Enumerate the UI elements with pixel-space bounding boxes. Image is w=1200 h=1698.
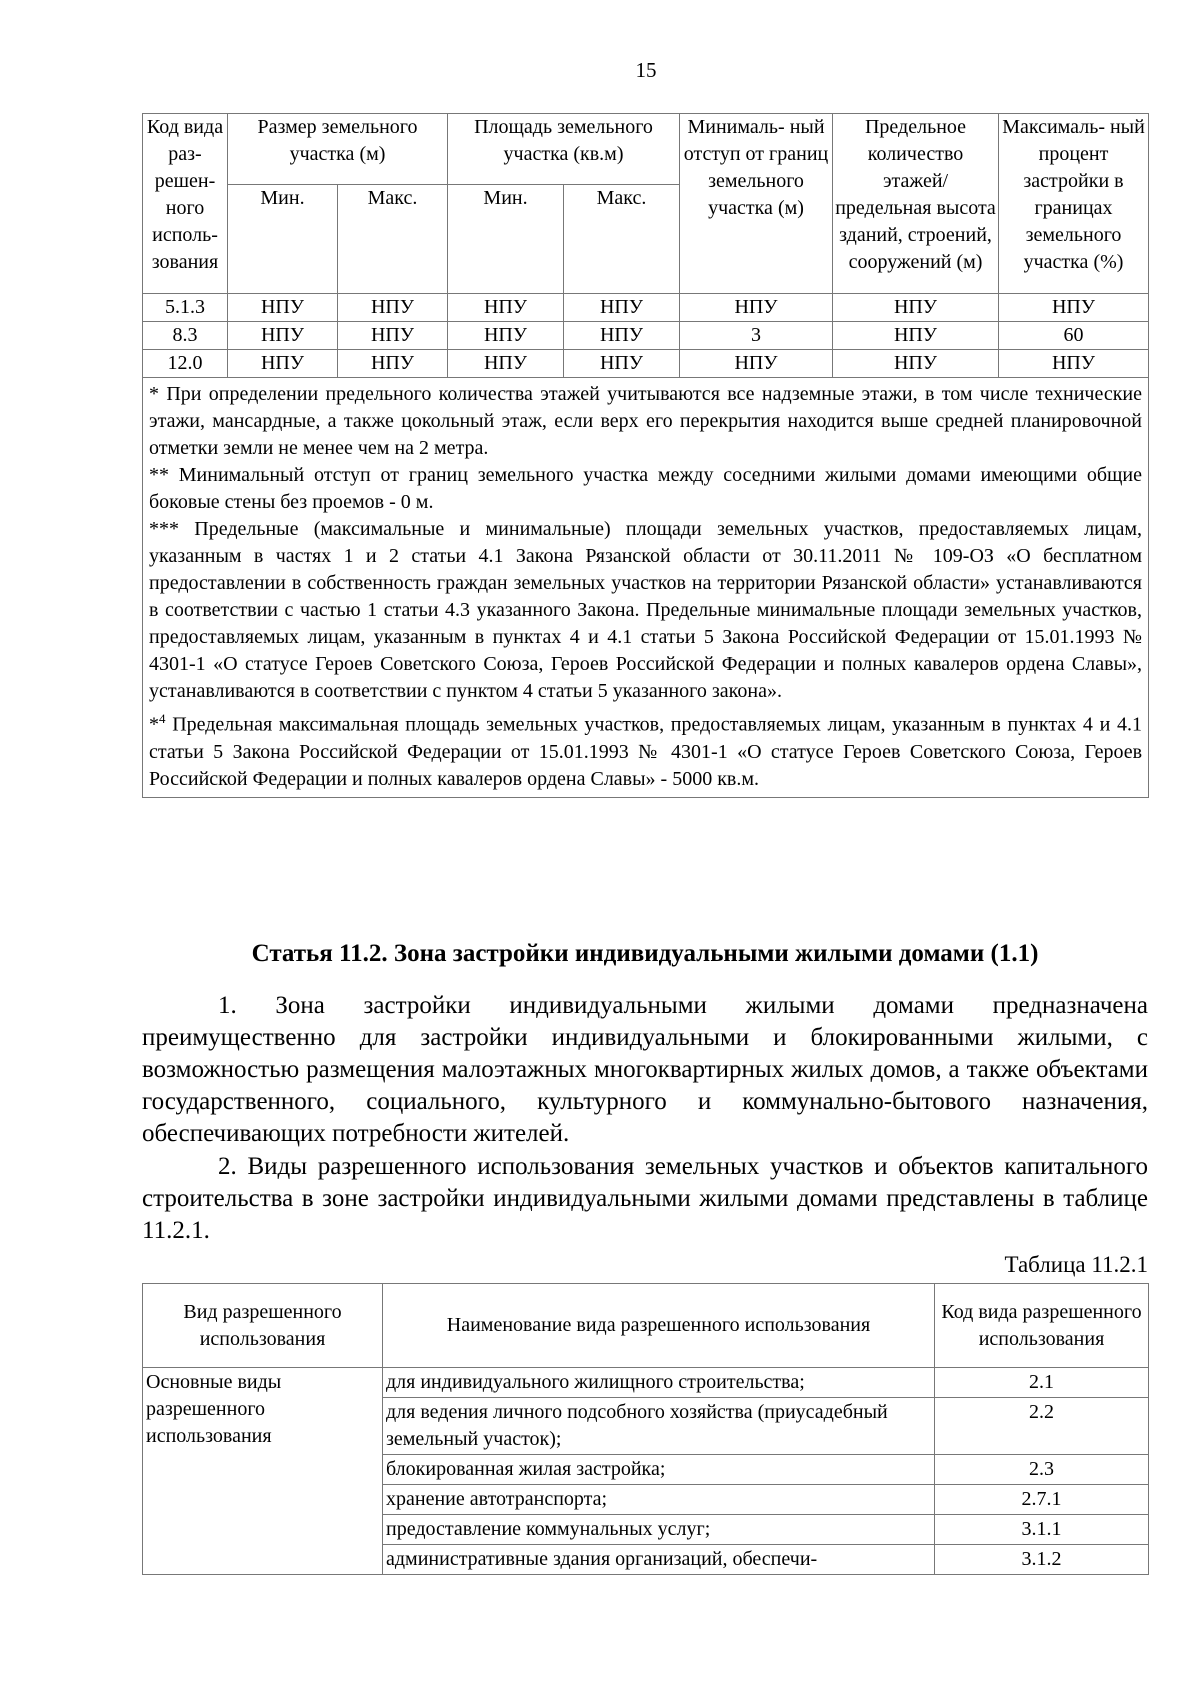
use-code: 2.3 <box>935 1455 1149 1485</box>
article-heading: Статья 11.2. Зона застройки индивидуальными жилыми домами (1.1) <box>251 940 1039 967</box>
parameters-table <box>142 113 1149 798</box>
header-use-name: Наименование вида разрешенного использования <box>383 1284 935 1368</box>
table-cell: НПУ <box>228 294 338 322</box>
table-caption: Таблица 11.2.1 <box>1004 1252 1148 1277</box>
table-cell: НПУ <box>833 322 999 350</box>
paragraph-2: 2. Виды разрешенного использования земельных участков и объектов капитального строительства в зоне застройки индивидуальными жилыми домами представлены в таблице 11.2.1. <box>142 1153 1148 1244</box>
use-code: 2.1 <box>935 1368 1149 1398</box>
table-cell: НПУ <box>564 294 680 322</box>
use-code: 3.1.2 <box>935 1545 1149 1575</box>
note-4-sup: 4 <box>159 711 166 726</box>
note-3: *** Предельные (максимальные и минимальные) площади земельных участков, предоставляемых лицам, указанным в частях 1 и 2 статьи 4.1 Закона Рязанской области от 30.11.2011 № 109-ОЗ «О бесплатном предоставлении в собственность граждан земельных участков на территории Рязанской области» устанавливаются в соответствии с частью 1 статьи 4.3 указанного Закона. Предельные минимальные площади земельных участков, предоставляемых лицам, указанным в пунктах 4 и 4.1 статьи 5 Закона Российской Федерации от 15.01.1993 № 4301-1 «О статусе Героев Советского Союза, Героев Российской Федерации и полных кавалеров ордена Славы», устанавливаются в соответствии с пунктом 4 статьи 5 указанного закона». <box>149 518 1143 702</box>
header-size-min: Мин. <box>228 185 338 294</box>
permitted-use-table <box>142 1283 1149 1575</box>
header-use-code: Код вида разрешенного использования <box>935 1284 1149 1368</box>
table-cell: НПУ <box>338 350 448 378</box>
header-coverage: Максималь- ный процент застройки в границах земельного участка (%) <box>999 114 1149 294</box>
header-area: Площадь земельного участка (кв.м) <box>448 114 680 185</box>
use-code: 2.2 <box>935 1398 1149 1455</box>
table-cell: НПУ <box>338 322 448 350</box>
table-cell: 8.3 <box>143 322 228 350</box>
table-cell: НПУ <box>448 294 564 322</box>
paragraph-1: 1. Зона застройки индивидуальными жилыми домами предназначена преимущественно для застройки индивидуальными и блокированными жилыми, с возможностью размещения малоэтажных многоквартирных жилых домов, а также объектами государственного, социального, культурного и коммунально-бытового назначения, обеспечивающих потребности жителей. <box>142 992 1148 1147</box>
table-cell: НПУ <box>999 294 1149 322</box>
table-cell: НПУ <box>833 350 999 378</box>
category-cell: Основные виды разрешенного использования <box>143 1368 383 1575</box>
table-cell: НПУ <box>680 350 833 378</box>
table-cell: 5.1.3 <box>143 294 228 322</box>
table-row <box>143 322 1149 350</box>
table-cell: НПУ <box>833 294 999 322</box>
header-floors: Предельное количество этажей/ предельная высота зданий, строений, сооружений (м) <box>833 114 999 294</box>
table-cell: 3 <box>680 322 833 350</box>
use-code: 2.7.1 <box>935 1485 1149 1515</box>
note-4-mark: * <box>149 713 159 736</box>
table-cell: НПУ <box>564 350 680 378</box>
table-cell: НПУ <box>228 322 338 350</box>
use-name: предоставление коммунальных услуг; <box>383 1515 935 1545</box>
table-cell: 12.0 <box>143 350 228 378</box>
table-cell: НПУ <box>680 294 833 322</box>
header-area-max: Макс. <box>564 185 680 294</box>
page-number: 15 <box>635 58 657 82</box>
header-use-type: Вид разрешенного использования <box>143 1284 383 1368</box>
table-row <box>143 294 1149 322</box>
use-name: административные здания организаций, обеспечи- <box>383 1545 935 1575</box>
table-cell: 60 <box>999 322 1149 350</box>
table-cell: НПУ <box>338 294 448 322</box>
note-4 <box>149 705 1142 793</box>
header-size-max: Макс. <box>338 185 448 294</box>
table-row <box>143 1368 1149 1398</box>
note-1: * При определении предельного количества этажей учитываются все надземные этажи, в том числе технические этажи, мансардные, а также цокольный этаж, если верх его перекрытия находится выше средней планировочной отметки земли не менее чем на 2 метра. <box>149 383 1143 459</box>
use-name: блокированная жилая застройка; <box>383 1455 935 1485</box>
table-notes <box>143 378 1149 798</box>
use-name: для ведения личного подсобного хозяйства (приусадебный земельный участок); <box>383 1398 935 1455</box>
table-cell: НПУ <box>228 350 338 378</box>
header-setback: Минималь- ный отступ от границ земельного участка (м) <box>680 114 833 294</box>
use-name: хранение автотранспорта; <box>383 1485 935 1515</box>
table-cell: НПУ <box>564 322 680 350</box>
header-area-min: Мин. <box>448 185 564 294</box>
use-name: для индивидуального жилищного строительства; <box>383 1368 935 1398</box>
table-cell: НПУ <box>448 350 564 378</box>
note-2: ** Минимальный отступ от границ земельного участка между соседними жилыми домами имеющими общие боковые стены без проемов - 0 м. <box>149 464 1143 513</box>
table-cell: НПУ <box>999 350 1149 378</box>
use-code: 3.1.1 <box>935 1515 1149 1545</box>
header-size: Размер земельного участка (м) <box>228 114 448 185</box>
table-cell: НПУ <box>448 322 564 350</box>
note-4-text: Предельная максимальная площадь земельных участков, предоставляемых лицам, указанным в пунктах 4 и 4.1 статьи 5 Закона Российской Федерации от 15.01.1993 № 4301-1 «О статусе Героев Советского Союза, Героев Российской Федерации и полных кавалеров ордена Славы» - 5000 кв.м. <box>149 713 1143 790</box>
table-row <box>143 350 1149 378</box>
header-code: Код вида раз- решен- ного исполь- зования <box>143 114 228 294</box>
